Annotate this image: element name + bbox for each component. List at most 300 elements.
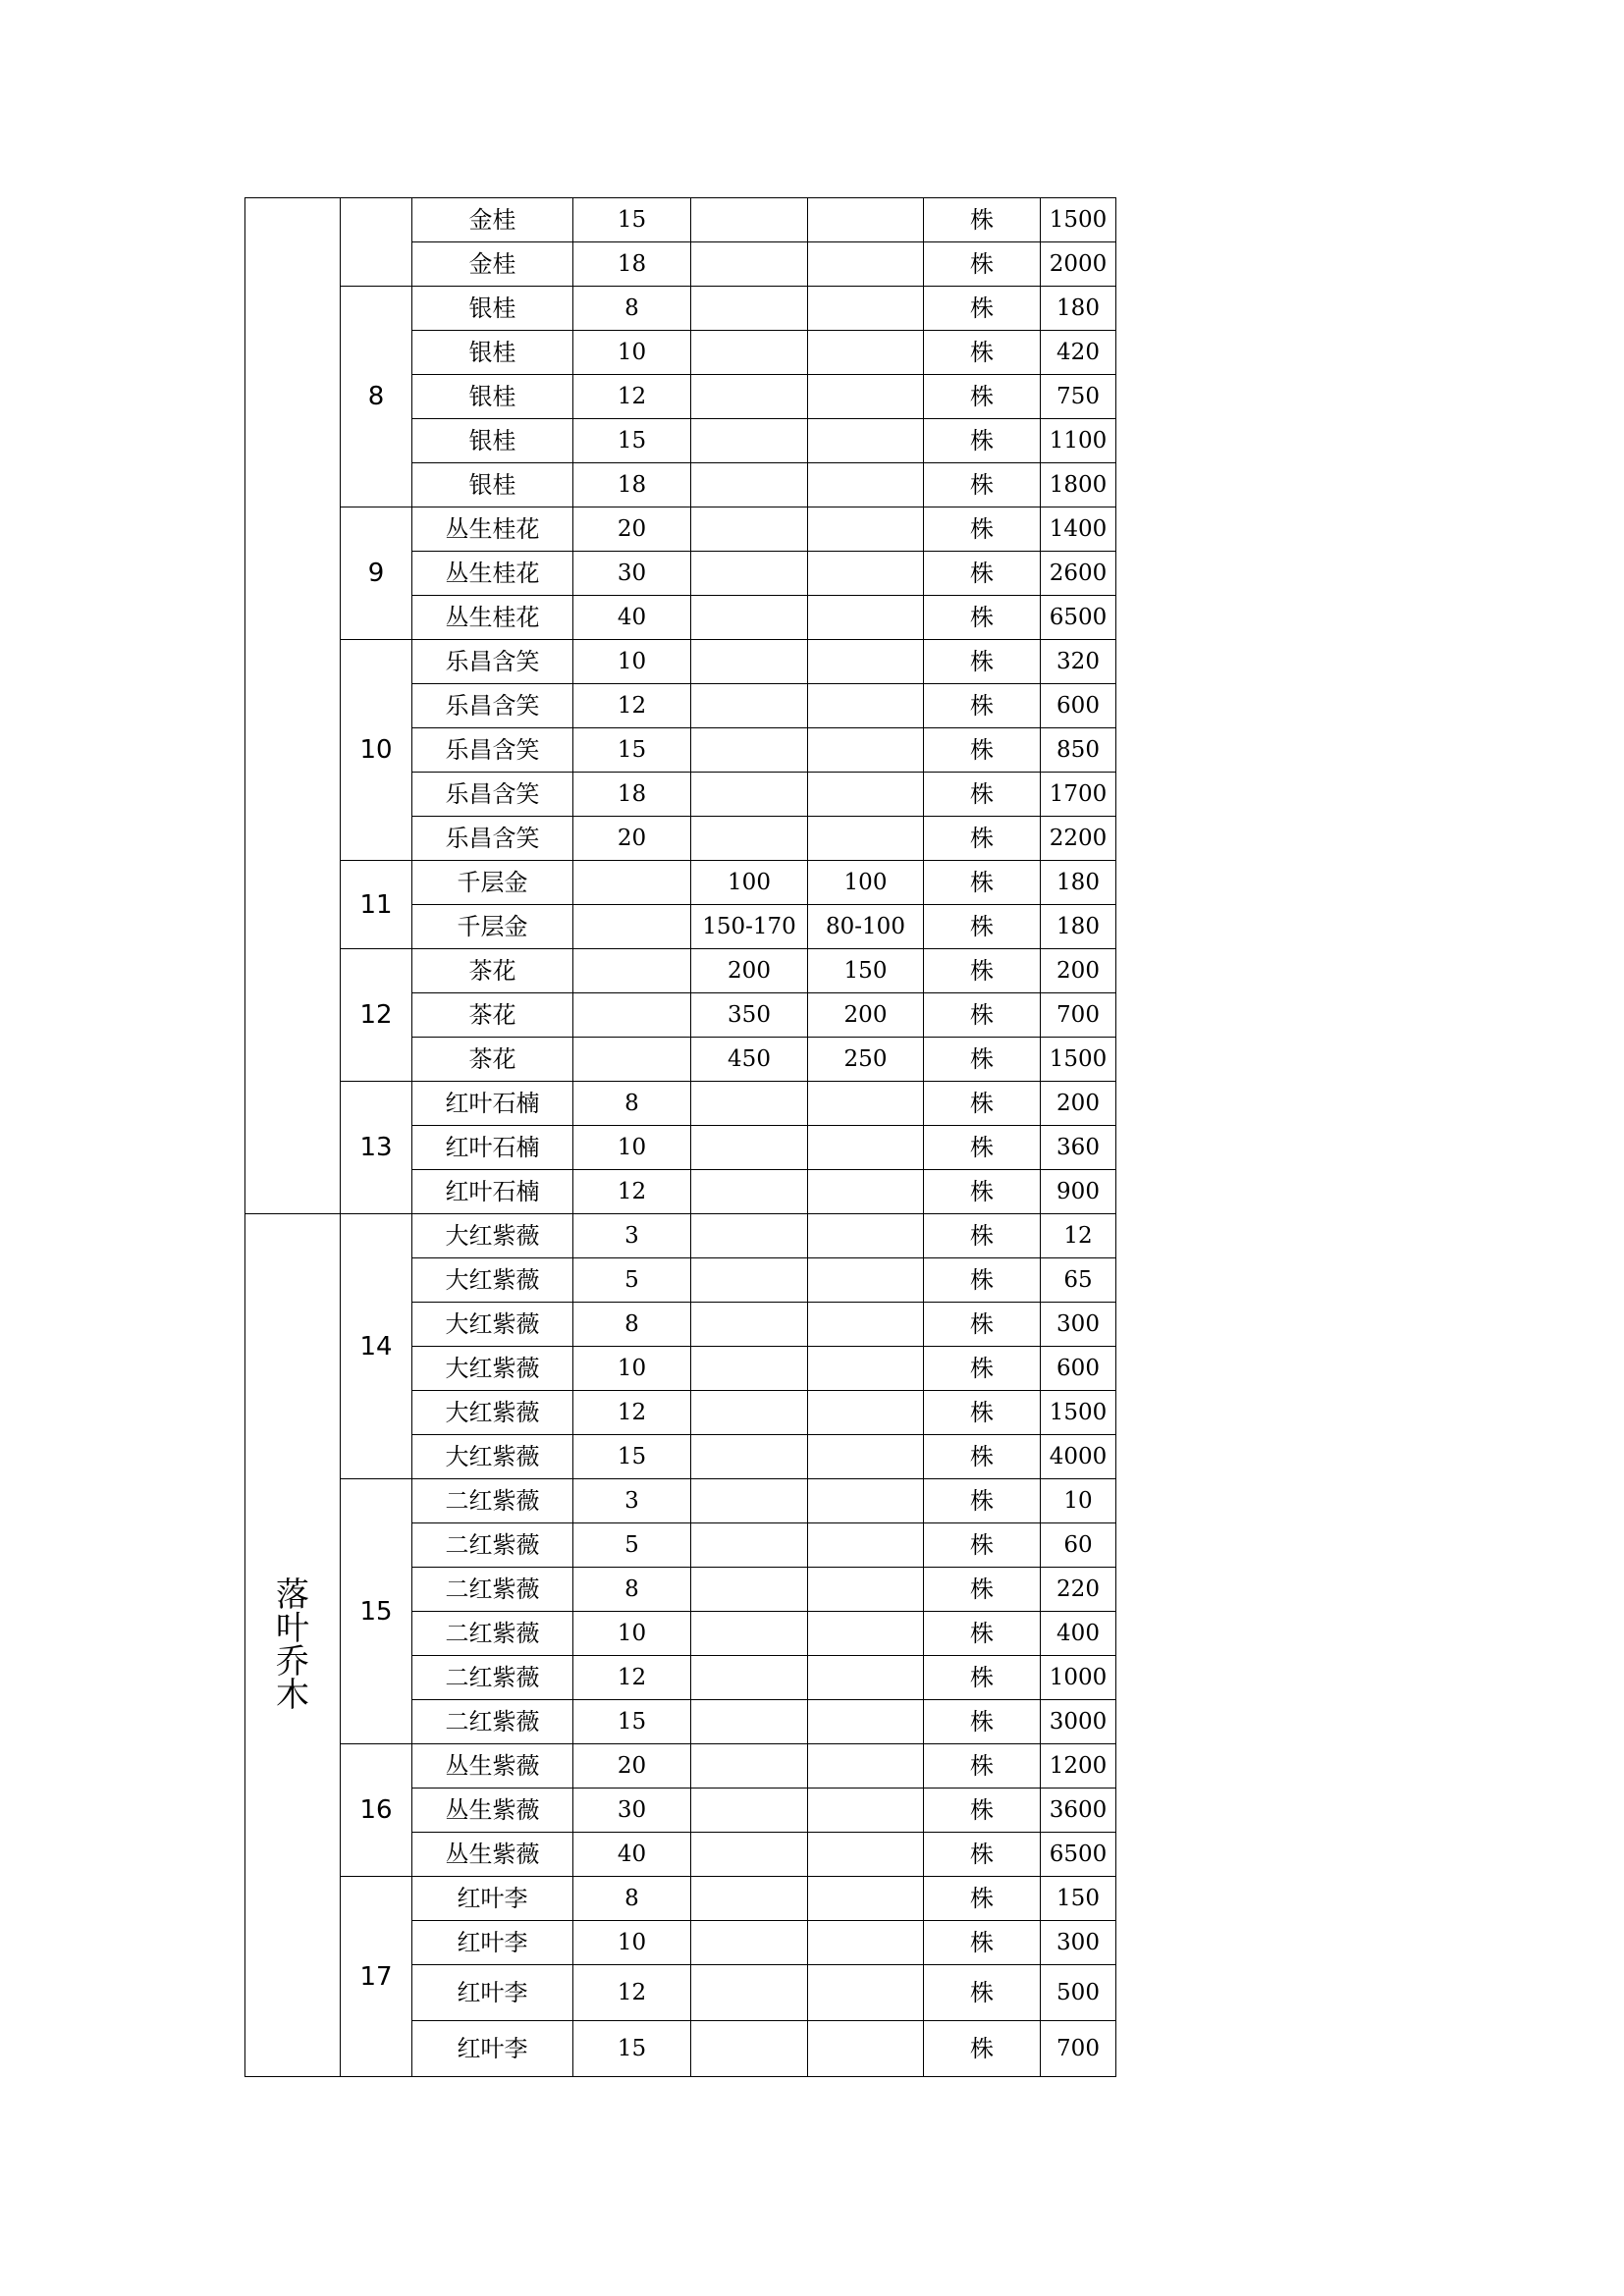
name-cell: 丛生紫薇 [412, 1789, 573, 1833]
crown-cell [808, 507, 924, 552]
crown-cell [808, 1126, 924, 1170]
table-row [245, 1038, 1380, 1082]
crown-cell [808, 728, 924, 773]
table-row [245, 1126, 1380, 1170]
height-cell [691, 242, 808, 287]
diameter-cell: 15 [573, 728, 691, 773]
crown-cell: 250 [808, 1038, 924, 1082]
height-cell [691, 375, 808, 419]
name-cell: 丛生桂花 [412, 596, 573, 640]
unit-cell: 株 [924, 198, 1041, 242]
crown-cell: 200 [808, 993, 924, 1038]
price-cell: 500 [1041, 1965, 1116, 2021]
name-cell: 红叶李 [412, 1877, 573, 1921]
table-row [245, 993, 1380, 1038]
name-cell: 二红紫薇 [412, 1479, 573, 1523]
table-row [245, 949, 1380, 993]
height-cell [691, 684, 808, 728]
height-cell [691, 2021, 808, 2077]
unit-cell: 株 [924, 1347, 1041, 1391]
table-row [245, 552, 1380, 596]
table-row [245, 419, 1380, 463]
crown-cell [808, 1568, 924, 1612]
item-number-cell: 8 [341, 287, 412, 507]
price-cell: 300 [1041, 1303, 1116, 1347]
table-row [245, 1612, 1380, 1656]
diameter-cell: 8 [573, 287, 691, 331]
crown-cell [808, 1744, 924, 1789]
price-cell: 6500 [1041, 596, 1116, 640]
crown-cell: 100 [808, 861, 924, 905]
height-cell [691, 1479, 808, 1523]
table-row [245, 1214, 1380, 1258]
height-cell: 200 [691, 949, 808, 993]
table-row [245, 2021, 1380, 2077]
table-row [245, 1435, 1380, 1479]
diameter-cell: 20 [573, 817, 691, 861]
height-cell [691, 640, 808, 684]
crown-cell [808, 1789, 924, 1833]
unit-cell: 株 [924, 242, 1041, 287]
name-cell: 乐昌含笑 [412, 684, 573, 728]
crown-cell [808, 1258, 924, 1303]
crown-cell [808, 242, 924, 287]
height-cell [691, 728, 808, 773]
diameter-cell: 10 [573, 640, 691, 684]
diameter-cell: 15 [573, 419, 691, 463]
diameter-cell: 10 [573, 1347, 691, 1391]
height-cell [691, 1965, 808, 2021]
diameter-cell: 12 [573, 1656, 691, 1700]
height-cell [691, 1877, 808, 1921]
unit-cell: 株 [924, 1435, 1041, 1479]
height-cell: 450 [691, 1038, 808, 1082]
price-cell: 220 [1041, 1568, 1116, 1612]
price-cell: 320 [1041, 640, 1116, 684]
height-cell [691, 596, 808, 640]
price-cell: 420 [1041, 331, 1116, 375]
price-cell: 400 [1041, 1612, 1116, 1656]
diameter-cell: 5 [573, 1258, 691, 1303]
item-number-cell: 17 [341, 1877, 412, 2077]
name-cell: 银桂 [412, 419, 573, 463]
diameter-cell: 8 [573, 1877, 691, 1921]
height-cell [691, 1170, 808, 1214]
diameter-cell: 12 [573, 684, 691, 728]
name-cell: 大红紫薇 [412, 1347, 573, 1391]
crown-cell [808, 419, 924, 463]
height-cell: 150-170 [691, 905, 808, 949]
height-cell [691, 1568, 808, 1612]
unit-cell: 株 [924, 287, 1041, 331]
name-cell: 红叶石楠 [412, 1126, 573, 1170]
diameter-cell: 10 [573, 331, 691, 375]
price-cell: 300 [1041, 1921, 1116, 1965]
unit-cell: 株 [924, 640, 1041, 684]
height-cell [691, 1612, 808, 1656]
name-cell: 红叶李 [412, 1965, 573, 2021]
item-number-cell: 14 [341, 1214, 412, 1479]
diameter-cell: 18 [573, 463, 691, 507]
diameter-cell: 15 [573, 198, 691, 242]
item-number-cell: 10 [341, 640, 412, 861]
table-row [245, 463, 1380, 507]
crown-cell [808, 331, 924, 375]
table-row [245, 905, 1380, 949]
height-cell [691, 773, 808, 817]
crown-cell [808, 817, 924, 861]
price-cell: 600 [1041, 1347, 1116, 1391]
diameter-cell: 15 [573, 1700, 691, 1744]
table-row [245, 1744, 1380, 1789]
unit-cell: 株 [924, 993, 1041, 1038]
price-cell: 180 [1041, 287, 1116, 331]
diameter-cell [573, 949, 691, 993]
table-row [245, 1258, 1380, 1303]
table-row [245, 1303, 1380, 1347]
price-cell: 65 [1041, 1258, 1116, 1303]
height-cell [691, 331, 808, 375]
price-cell: 1500 [1041, 198, 1116, 242]
table-row [245, 242, 1380, 287]
height-cell [691, 463, 808, 507]
height-cell [691, 1082, 808, 1126]
diameter-cell: 8 [573, 1082, 691, 1126]
crown-cell [808, 773, 924, 817]
price-cell: 850 [1041, 728, 1116, 773]
unit-cell: 株 [924, 1877, 1041, 1921]
diameter-cell: 10 [573, 1126, 691, 1170]
price-cell: 750 [1041, 375, 1116, 419]
crown-cell [808, 1833, 924, 1877]
name-cell: 金桂 [412, 198, 573, 242]
crown-cell [808, 640, 924, 684]
name-cell: 乐昌含笑 [412, 728, 573, 773]
height-cell [691, 1258, 808, 1303]
price-cell: 150 [1041, 1877, 1116, 1921]
diameter-cell: 15 [573, 1435, 691, 1479]
crown-cell [808, 1435, 924, 1479]
height-cell [691, 419, 808, 463]
diameter-cell: 12 [573, 1391, 691, 1435]
diameter-cell: 12 [573, 375, 691, 419]
height-cell [691, 1435, 808, 1479]
height-cell [691, 507, 808, 552]
diameter-cell: 3 [573, 1214, 691, 1258]
name-cell: 丛生桂花 [412, 552, 573, 596]
name-cell: 大红紫薇 [412, 1303, 573, 1347]
name-cell: 银桂 [412, 463, 573, 507]
crown-cell: 150 [808, 949, 924, 993]
name-cell: 银桂 [412, 287, 573, 331]
item-number-cell: 16 [341, 1744, 412, 1877]
unit-cell: 株 [924, 375, 1041, 419]
unit-cell: 株 [924, 1126, 1041, 1170]
diameter-cell: 8 [573, 1568, 691, 1612]
height-cell [691, 552, 808, 596]
diameter-cell: 40 [573, 596, 691, 640]
name-cell: 红叶石楠 [412, 1170, 573, 1214]
unit-cell: 株 [924, 331, 1041, 375]
crown-cell [808, 1921, 924, 1965]
price-cell: 12 [1041, 1214, 1116, 1258]
name-cell: 银桂 [412, 375, 573, 419]
name-cell: 乐昌含笑 [412, 640, 573, 684]
diameter-cell: 10 [573, 1921, 691, 1965]
crown-cell [808, 1347, 924, 1391]
crown-cell [808, 1523, 924, 1568]
unit-cell: 株 [924, 1523, 1041, 1568]
price-cell: 600 [1041, 684, 1116, 728]
price-cell: 3000 [1041, 1700, 1116, 1744]
name-cell: 大红紫薇 [412, 1214, 573, 1258]
unit-cell: 株 [924, 684, 1041, 728]
unit-cell: 株 [924, 596, 1041, 640]
table-row [245, 287, 1380, 331]
name-cell: 二红紫薇 [412, 1700, 573, 1744]
unit-cell: 株 [924, 1258, 1041, 1303]
table-row [245, 1523, 1380, 1568]
crown-cell [808, 1877, 924, 1921]
unit-cell: 株 [924, 1391, 1041, 1435]
unit-cell: 株 [924, 463, 1041, 507]
diameter-cell [573, 861, 691, 905]
table-row [245, 375, 1380, 419]
table-row [245, 1877, 1380, 1921]
item-number-cell: 12 [341, 949, 412, 1082]
crown-cell [808, 552, 924, 596]
price-cell: 1500 [1041, 1038, 1116, 1082]
price-cell: 180 [1041, 861, 1116, 905]
diameter-cell: 20 [573, 507, 691, 552]
name-cell: 红叶石楠 [412, 1082, 573, 1126]
table-row [245, 1921, 1380, 1965]
name-cell: 乐昌含笑 [412, 817, 573, 861]
price-cell: 10 [1041, 1479, 1116, 1523]
name-cell: 二红紫薇 [412, 1523, 573, 1568]
height-cell [691, 1347, 808, 1391]
plant-price-table [244, 197, 1380, 2077]
table-row [245, 817, 1380, 861]
price-cell: 1700 [1041, 773, 1116, 817]
crown-cell [808, 1612, 924, 1656]
unit-cell: 株 [924, 507, 1041, 552]
price-cell: 700 [1041, 2021, 1116, 2077]
unit-cell: 株 [924, 1744, 1041, 1789]
unit-cell: 株 [924, 728, 1041, 773]
crown-cell [808, 1303, 924, 1347]
table-row [245, 198, 1380, 242]
diameter-cell: 40 [573, 1833, 691, 1877]
unit-cell: 株 [924, 552, 1041, 596]
unit-cell: 株 [924, 1303, 1041, 1347]
diameter-cell: 30 [573, 1789, 691, 1833]
category-cell: 落 叶 乔 木 [245, 1214, 341, 2077]
name-cell: 红叶李 [412, 1921, 573, 1965]
item-number-cell: 9 [341, 507, 412, 640]
diameter-cell: 30 [573, 552, 691, 596]
name-cell: 茶花 [412, 1038, 573, 1082]
crown-cell [808, 1479, 924, 1523]
name-cell: 银桂 [412, 331, 573, 375]
table-row [245, 507, 1380, 552]
table-row [245, 1347, 1380, 1391]
diameter-cell [573, 905, 691, 949]
table-row [245, 640, 1380, 684]
price-cell: 700 [1041, 993, 1116, 1038]
name-cell: 茶花 [412, 993, 573, 1038]
unit-cell: 株 [924, 1479, 1041, 1523]
height-cell [691, 817, 808, 861]
price-cell: 1100 [1041, 419, 1116, 463]
table-row [245, 1656, 1380, 1700]
item-number-cell [341, 198, 412, 287]
price-cell: 2000 [1041, 242, 1116, 287]
unit-cell: 株 [924, 1789, 1041, 1833]
height-cell [691, 1656, 808, 1700]
table-row [245, 1170, 1380, 1214]
name-cell: 二红紫薇 [412, 1612, 573, 1656]
diameter-cell [573, 1038, 691, 1082]
unit-cell: 株 [924, 905, 1041, 949]
diameter-cell: 15 [573, 2021, 691, 2077]
price-cell: 3600 [1041, 1789, 1116, 1833]
height-cell [691, 1391, 808, 1435]
unit-cell: 株 [924, 1082, 1041, 1126]
crown-cell [808, 463, 924, 507]
table-row [245, 1700, 1380, 1744]
item-number-cell: 15 [341, 1479, 412, 1744]
height-cell [691, 287, 808, 331]
crown-cell [808, 375, 924, 419]
diameter-cell: 20 [573, 1744, 691, 1789]
name-cell: 茶花 [412, 949, 573, 993]
unit-cell: 株 [924, 773, 1041, 817]
height-cell: 350 [691, 993, 808, 1038]
diameter-cell: 18 [573, 773, 691, 817]
price-cell: 180 [1041, 905, 1116, 949]
unit-cell: 株 [924, 817, 1041, 861]
unit-cell: 株 [924, 1656, 1041, 1700]
price-cell: 1500 [1041, 1391, 1116, 1435]
height-cell [691, 1789, 808, 1833]
diameter-cell: 12 [573, 1965, 691, 2021]
price-cell: 2200 [1041, 817, 1116, 861]
price-cell: 1800 [1041, 463, 1116, 507]
name-cell: 红叶李 [412, 2021, 573, 2077]
table-row [245, 1965, 1380, 2021]
unit-cell: 株 [924, 949, 1041, 993]
table-row [245, 1789, 1380, 1833]
height-cell [691, 1700, 808, 1744]
height-cell [691, 1214, 808, 1258]
unit-cell: 株 [924, 1568, 1041, 1612]
table-row [245, 1391, 1380, 1435]
unit-cell: 株 [924, 1214, 1041, 1258]
item-number-cell: 13 [341, 1082, 412, 1214]
unit-cell: 株 [924, 861, 1041, 905]
crown-cell [808, 1082, 924, 1126]
table-row [245, 1479, 1380, 1523]
price-cell: 200 [1041, 949, 1116, 993]
unit-cell: 株 [924, 1170, 1041, 1214]
crown-cell [808, 596, 924, 640]
price-cell: 60 [1041, 1523, 1116, 1568]
name-cell: 丛生桂花 [412, 507, 573, 552]
table-row [245, 861, 1380, 905]
diameter-cell: 18 [573, 242, 691, 287]
table-row [245, 1082, 1380, 1126]
unit-cell: 株 [924, 1921, 1041, 1965]
table-row [245, 728, 1380, 773]
unit-cell: 株 [924, 1612, 1041, 1656]
name-cell: 丛生紫薇 [412, 1744, 573, 1789]
height-cell [691, 198, 808, 242]
height-cell [691, 1523, 808, 1568]
price-cell: 1200 [1041, 1744, 1116, 1789]
name-cell: 金桂 [412, 242, 573, 287]
unit-cell: 株 [924, 1833, 1041, 1877]
unit-cell: 株 [924, 1038, 1041, 1082]
crown-cell [808, 1700, 924, 1744]
name-cell: 乐昌含笑 [412, 773, 573, 817]
name-cell: 千层金 [412, 861, 573, 905]
diameter-cell: 3 [573, 1479, 691, 1523]
table-row [245, 773, 1380, 817]
crown-cell [808, 1656, 924, 1700]
unit-cell: 株 [924, 1965, 1041, 2021]
table-row [245, 1833, 1380, 1877]
crown-cell [808, 684, 924, 728]
name-cell: 丛生紫薇 [412, 1833, 573, 1877]
crown-cell [808, 287, 924, 331]
crown-cell [808, 198, 924, 242]
price-cell: 2600 [1041, 552, 1116, 596]
item-number-cell: 11 [341, 861, 412, 949]
crown-cell [808, 1965, 924, 2021]
name-cell: 大红紫薇 [412, 1258, 573, 1303]
crown-cell [808, 1170, 924, 1214]
price-cell: 1400 [1041, 507, 1116, 552]
name-cell: 千层金 [412, 905, 573, 949]
unit-cell: 株 [924, 419, 1041, 463]
price-cell: 6500 [1041, 1833, 1116, 1877]
crown-cell [808, 1214, 924, 1258]
table-row [245, 331, 1380, 375]
crown-cell [808, 2021, 924, 2077]
height-cell [691, 1126, 808, 1170]
price-cell: 360 [1041, 1126, 1116, 1170]
name-cell: 大红紫薇 [412, 1435, 573, 1479]
table-row [245, 684, 1380, 728]
height-cell [691, 1744, 808, 1789]
unit-cell: 株 [924, 1700, 1041, 1744]
table-row [245, 1568, 1380, 1612]
unit-cell: 株 [924, 2021, 1041, 2077]
name-cell: 二红紫薇 [412, 1568, 573, 1612]
diameter-cell: 12 [573, 1170, 691, 1214]
height-cell [691, 1833, 808, 1877]
height-cell [691, 1921, 808, 1965]
category-cell [245, 198, 341, 1214]
diameter-cell: 5 [573, 1523, 691, 1568]
table-row [245, 596, 1380, 640]
price-cell: 4000 [1041, 1435, 1116, 1479]
name-cell: 大红紫薇 [412, 1391, 573, 1435]
name-cell: 二红紫薇 [412, 1656, 573, 1700]
price-cell: 900 [1041, 1170, 1116, 1214]
diameter-cell: 10 [573, 1612, 691, 1656]
